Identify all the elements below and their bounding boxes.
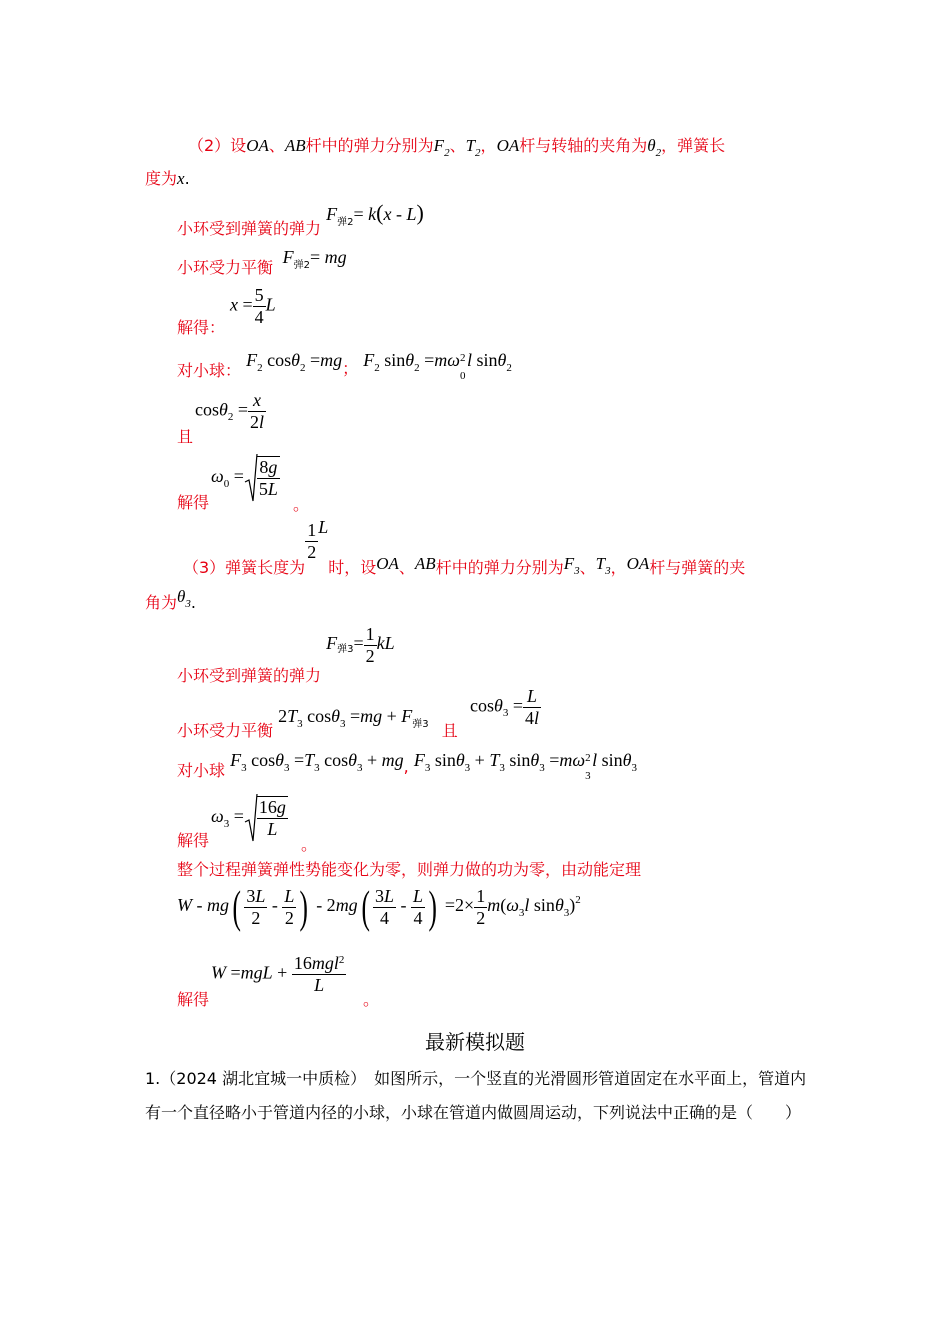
label: 解得 xyxy=(177,990,210,1009)
work-energy-eq xyxy=(177,881,581,932)
spring-force-3 xyxy=(177,624,395,686)
label: 小环受力平衡 xyxy=(177,258,274,277)
balance-3 xyxy=(177,686,540,740)
label: 对小球 xyxy=(177,761,226,780)
label: 解得 xyxy=(177,493,210,512)
var-F3: $F_3$ xyxy=(563,554,580,578)
ball-eq-3 xyxy=(177,748,637,782)
eq-balance-2: $F_{弹2}=$ mg xyxy=(282,247,347,271)
text: 、 xyxy=(579,558,596,578)
part3-intro-line1 xyxy=(183,517,746,578)
text: ， xyxy=(480,136,497,155)
eq-spring-force-3: F弹3= $\frac{1}{2}$ kL xyxy=(326,624,395,666)
text: . xyxy=(190,593,196,612)
text: （3）弹簧长度为 xyxy=(183,558,306,578)
omega3 xyxy=(177,792,318,854)
label: 且 xyxy=(177,427,194,446)
var-T3: $T_3$ xyxy=(595,554,611,578)
label: 且 xyxy=(441,721,458,740)
var-OA: OA xyxy=(496,136,520,155)
label: 小环受力平衡 xyxy=(177,721,274,740)
text: 杆中的弹力分别为 xyxy=(435,558,564,578)
text: 、 xyxy=(398,558,415,578)
sqrt-sign xyxy=(244,792,258,844)
text: （2）设 xyxy=(188,136,247,155)
eq-balance-3: $2T_3$ $\cos\theta_3 =mg + F_{弹3}$ xyxy=(278,706,429,730)
part3-intro-line2 xyxy=(145,584,196,612)
var-OA: OA xyxy=(246,136,269,155)
var-AB: AB xyxy=(414,554,436,574)
var-OA: OA xyxy=(376,554,399,574)
eq-cos-theta2: cosθ$_2$ = $\frac{x}{2l}$ xyxy=(195,390,265,432)
var-F2: $F_2$ xyxy=(433,136,450,159)
text: 时，设 xyxy=(328,558,377,578)
section-title: 最新模拟题 xyxy=(425,1030,525,1054)
eq-ball-2b: $F_2$ sinθ$_2$ =mω 2 0 l sinθ$_2$ xyxy=(363,350,512,382)
ball-eq-2 xyxy=(177,348,512,382)
eq-cos-theta3: cosθ$_3$ = $\frac{L}{4l}$ xyxy=(470,686,540,728)
eq-omega0: $\omega_0$ = $\frac{8g}{5L}$ xyxy=(211,452,280,504)
period: 。 xyxy=(293,495,310,514)
text: 杆中的弹力分别为 xyxy=(305,136,434,155)
result-W xyxy=(177,953,380,1009)
var-x: x xyxy=(177,169,185,188)
label: 解得 xyxy=(177,831,210,850)
period: 。 xyxy=(363,990,380,1009)
sqrt-sign xyxy=(244,452,258,504)
var-theta2: $\theta_2$ xyxy=(647,136,662,159)
frac-half-L: $\frac{1}{2}$ L xyxy=(307,517,329,562)
var-theta3: $\theta_3$ xyxy=(177,587,191,610)
var-T2: $T_2$ xyxy=(465,136,481,159)
omega0 xyxy=(177,452,310,514)
text: 杆与弹簧的夹 xyxy=(649,558,746,578)
var-AB: AB xyxy=(284,136,306,155)
eq-ball-2a: $F_2$ cosθ$_2$ =mg xyxy=(246,350,343,374)
eq-work-energy: W - mg( $\frac{3L}{2}$ - $\frac{L}{2}$ ) - 2mg( $\frac{3L}{4}$ - $\frac{L}{4}$ ) =2× $\frac{1}{2}$ $m(\omega_3l$ sinθ$_3$)$^2$ xyxy=(177,881,581,932)
label: 小环受到弹簧的弹力 xyxy=(177,219,322,238)
text: 杆与转轴的夹角为 xyxy=(519,136,648,155)
text: ， xyxy=(610,558,627,578)
text: 、 xyxy=(449,136,466,155)
part2-intro-line1 xyxy=(188,133,725,161)
eq-x: x = $\frac{5}{4}$ L xyxy=(230,285,276,327)
spring-force-2 xyxy=(177,200,424,238)
var-OA: OA xyxy=(626,554,650,574)
text: , xyxy=(403,757,409,776)
cos-theta2 xyxy=(177,390,265,446)
text: . xyxy=(184,169,190,188)
eq-spring-force-2: $F_{弹2}= k(x - L)$ xyxy=(326,200,424,228)
eq-ball-3a: $F_3$ $\cos\theta_3 =T_3$ cosθ$_3$ + mg xyxy=(230,750,404,774)
energy-statement xyxy=(177,857,641,880)
text: ，弹簧长 xyxy=(661,136,726,155)
eq-ball-3b: $F_3$ $\sin\theta_3 + T_3$ sinθ$_3$ =mω 2 3 l sinθ$_3$ xyxy=(413,750,637,782)
label: 小环受到弹簧的弹力 xyxy=(177,666,322,686)
solve-x xyxy=(177,285,276,337)
text: ； xyxy=(342,359,359,378)
eq-omega3: $\omega_3$ = $\frac{16g}{L}$ xyxy=(211,792,288,844)
period: 。 xyxy=(301,835,318,854)
text: 整个过程弹簧弹性势能变化为零，则弹力做的功为零，由动能定理 xyxy=(177,860,642,879)
label: 解得： xyxy=(177,318,226,337)
text: 、 xyxy=(268,136,285,155)
part2-intro-line2 xyxy=(145,166,190,192)
text: 角为 xyxy=(145,593,178,612)
question-1: 1.（2024 湖北宜城一中质检） 如图所示，一个竖直的光滑圆形管道固定在水平面上，管道内有一个直径略小于管道内径的小球，小球在管道内做圆周运动，下列说法中正确的是（ ） xyxy=(145,1069,807,1122)
label: 对小球： xyxy=(177,361,242,380)
balance-2 xyxy=(177,245,347,277)
eq-result-W: W =mgL + $\frac{16mgl^2}{L}$ xyxy=(211,953,345,995)
text: 度为 xyxy=(145,169,178,188)
